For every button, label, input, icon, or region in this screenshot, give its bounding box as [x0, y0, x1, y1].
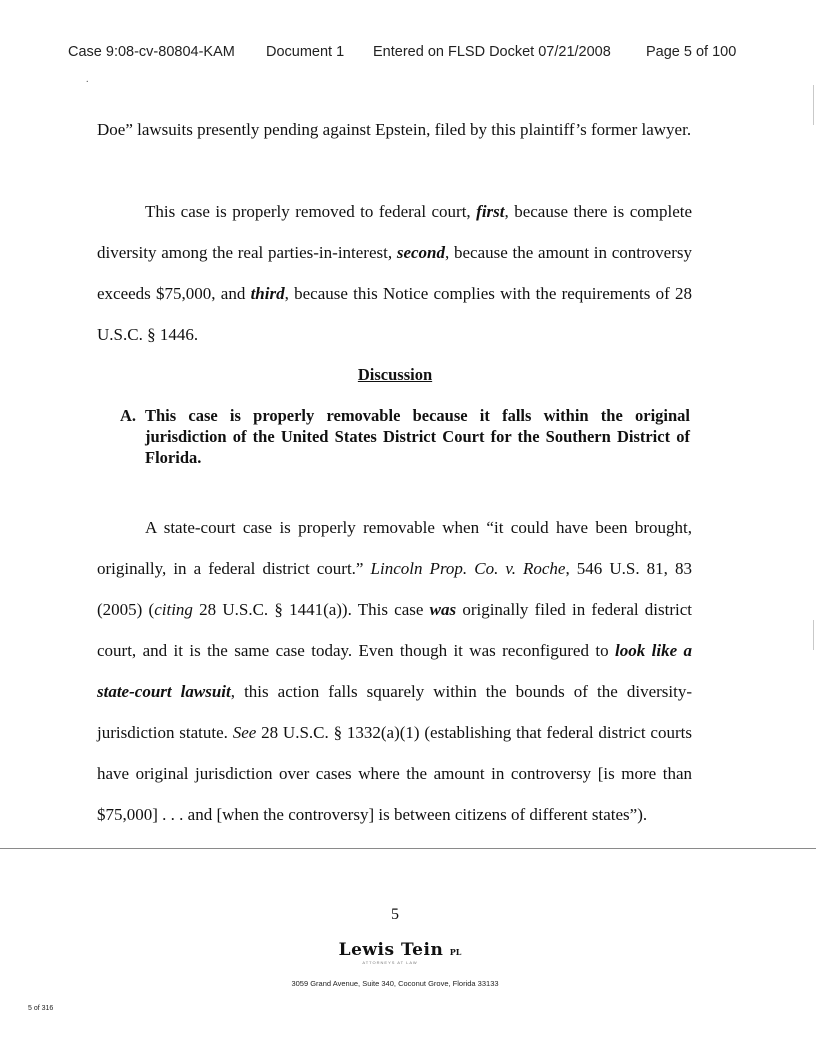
text-run: This case is properly removed to federal court, — [145, 202, 477, 221]
document-number: Document 1 — [266, 44, 345, 60]
firm-logo — [0, 940, 800, 960]
text-run: A state-court case is properly removable when “it could have been brought, originally, in a federal district court.” — [97, 518, 692, 578]
emphasis-look-like: look like a state-court lawsuit — [97, 641, 693, 701]
section-heading: Discussion — [357, 365, 433, 384]
paragraph-removal-grounds — [97, 191, 692, 355]
text-run: , because there is complete diversity among the real parties-in-interest, — [97, 202, 693, 262]
docket-page-number: Page 5 of 100 — [646, 44, 737, 60]
docket-header — [68, 44, 768, 60]
docket-entry-date: Entered on FLSD Docket 07/21/2008 — [373, 44, 611, 60]
page-number: 5 — [391, 906, 399, 923]
subsection-letter: A. — [120, 406, 137, 425]
citing-signal: citing — [154, 600, 193, 619]
bates-number: 5 of 316 — [28, 1005, 54, 1012]
emphasis-second: second — [396, 243, 446, 262]
subsection-text: This case is properly removable because it falls within the original jurisdiction of the United States District Court for the Southern District of Florida. — [145, 406, 690, 467]
text-run: , because this Notice complies with the requirements of 28 U.S.C. § 1446. — [97, 284, 692, 344]
text-run: originally filed in federal district court, and it is the same case today. Even though it was reconfigured to — [97, 600, 693, 660]
text-run: 28 U.S.C. § 1332(a)(1) (establishing that federal district courts have original jurisdiction over cases where the amount in controversy [is more than $75,000] . . . and [when the controversy] is between citizens of different states”). — [97, 723, 692, 824]
stray-mark: . — [86, 74, 89, 85]
case-citation: Lincoln Prop. Co. v. Roche — [370, 559, 566, 578]
firm-suffix: PL — [449, 947, 462, 957]
paragraph-removability — [97, 507, 692, 835]
scan-edge-mark — [813, 620, 814, 650]
text-run: 28 U.S.C. § 1441(a)). This case — [192, 600, 430, 619]
firm-tagline: ATTORNEYS AT LAW — [362, 960, 418, 965]
case-number: Case 9:08-cv-80804-KAM — [68, 44, 235, 60]
text-run: , because the amount in controversy exceeds $75,000, and — [97, 243, 692, 303]
emphasis-third: third — [250, 284, 285, 303]
text-run: , 546 U.S. 81, 83 (2005) ( — [97, 559, 692, 619]
firm-name: Lewis Tein — [338, 940, 444, 960]
paragraph-continuation: Doe” lawsuits presently pending against Epstein, filed by this plaintiff’s former lawyer. — [97, 120, 692, 139]
text-run: , this action falls squarely within the bounds of the diversity-jurisdiction statute. — [97, 682, 692, 742]
page-divider — [0, 848, 816, 849]
see-signal: See — [232, 723, 257, 742]
scan-edge-mark — [813, 85, 814, 125]
firm-address: 3059 Grand Avenue, Suite 340, Coconut Grove, Florida 33133 — [291, 979, 499, 988]
subsection-heading — [120, 405, 690, 468]
emphasis-was: was — [429, 600, 457, 619]
emphasis-first: first — [476, 202, 505, 221]
